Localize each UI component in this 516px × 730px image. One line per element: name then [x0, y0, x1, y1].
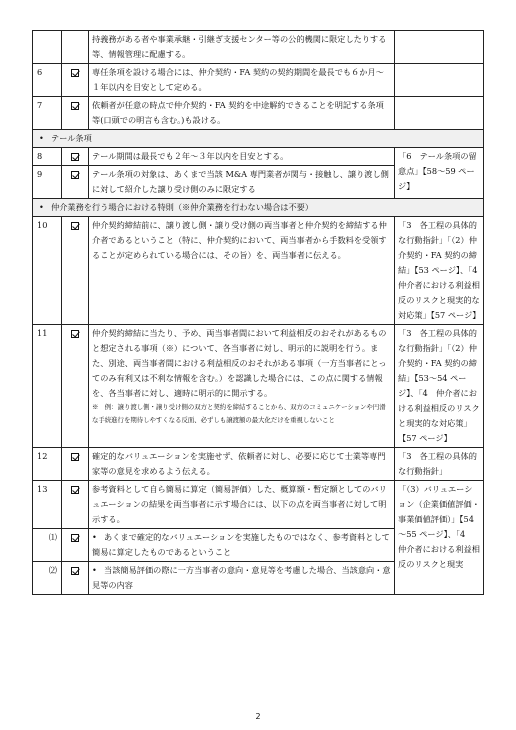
reference-cell: 「3 各工程の具体的な行動指針」「（2）仲介契約・FA 契約の締結」【53 ページ】、「4 仲介者における利益相反のリスクと現実的な対応策」【57 ページ】	[395, 217, 484, 325]
table-row	[33, 31, 484, 64]
checkbox-checked-icon[interactable]	[71, 567, 79, 575]
section-header-row	[33, 130, 484, 148]
section-header-row	[33, 199, 484, 217]
checkbox-checked-icon[interactable]	[71, 171, 79, 179]
row-number: 7	[33, 97, 62, 130]
checklist-table	[32, 30, 484, 595]
table-row	[33, 64, 484, 97]
reference-cell: 「3 各工程の具体的な行動指針」	[395, 448, 484, 481]
checkbox-checked-icon[interactable]	[71, 534, 79, 542]
row-text: あくまで確定的なバリュエーションを実施したものではなく、参考資料として簡易に算定したものであるということ	[92, 532, 390, 557]
table-row	[33, 325, 484, 448]
row-text: 仲介契約締結に当たり、予め、両当事者間において利益相反のおそれがあるものと想定される事項（※）について、各当事者に対し、明示的に説明を行う。また、別途、両当事者間における利益相反のおそれがある事項（一方当事者にとってのみ有利又は不利な情報を含む。）を認識した場合には、この点に関する情報を、各当事者に対し、適時に明示的に開示する。	[92, 328, 387, 398]
table-row	[33, 148, 484, 166]
row-number: 6	[33, 64, 62, 97]
row-number: 13	[33, 481, 62, 529]
checkbox-checked-icon[interactable]	[71, 222, 79, 230]
row-text: 当該簡易評価の際に一方当事者の意向・意見等を考慮した場合、当該意向・意見等の内容	[92, 565, 391, 590]
row-text: 確定的なバリュエーションを実施せず、依頼者に対し、必要に応じて士業等専門家等の意見を求めるよう伝える。	[89, 448, 395, 481]
reference-cell: 「6 テール条項の留意点」【58～59 ページ】	[395, 148, 484, 199]
row-number: 8	[33, 148, 62, 166]
page-number: 2	[255, 712, 261, 721]
row-number: 12	[33, 448, 62, 481]
row-text: テール条項の対象は、あくまで当該 M&A 専門業者が関与・接触し、譲り渡し側に対して紹介した譲り受け側のみに限定する	[89, 166, 395, 199]
document-page	[32, 30, 486, 595]
table-row	[33, 217, 484, 325]
checkbox-checked-icon[interactable]	[71, 102, 79, 110]
row-text: 持義務がある者や事業承継・引継ぎ支援センター等の公的機関に限定したりする等、情報管理に配慮する。	[89, 31, 395, 64]
row-number: 9	[33, 166, 62, 199]
checkbox-checked-icon[interactable]	[71, 330, 79, 338]
row-text: 依頼者が任意の時点で仲介契約・FA 契約を中途解約できることを明記する条項等(口頭での明言も含む。)も設ける。	[89, 97, 395, 130]
table-row	[33, 448, 484, 481]
row-text: 専任条項を設ける場合には、仲介契約・FA 契約の契約期間を最長でも６か月～１年以内を目安として定める。	[89, 64, 395, 97]
reference-cell: 「3 各工程の具体的な行動指針」「（2）仲介契約・FA 契約の締結」【53～54 ページ】、「4 仲介者における利益相反のリスクと現実的な対応策」【57 ページ】	[395, 325, 484, 448]
row-number: 10	[33, 217, 62, 325]
checkbox-checked-icon[interactable]	[71, 453, 79, 461]
row-number: ⑴	[33, 529, 62, 562]
table-row	[33, 97, 484, 130]
bullet-icon: •	[39, 202, 44, 212]
section-title: テール条項	[51, 133, 92, 143]
bullet-icon: •	[92, 565, 97, 575]
bullet-icon: •	[92, 532, 97, 542]
section-title: 仲介業務を行う場合における特則（※仲介業務を行わない場合は不要）	[51, 202, 314, 212]
checkbox-checked-icon[interactable]	[71, 69, 79, 77]
reference-cell: 「（3）バリュエーション（企業価値評価・事業価値評価）」【54～55 ページ】、「4 仲介者における利益相反のリスクと現実	[395, 481, 484, 595]
row-note: ※ 例：譲り渡し側・譲り受け側の双方と契約を締結することから、双方のコミュニケーションや円滑な手続進行を期待しやすくなる反面、必ずしも譲渡額の最大化だけを重視しないこと	[92, 403, 386, 424]
checkbox-checked-icon[interactable]	[71, 153, 79, 161]
row-text: テール期間は最長でも２年～３年以内を目安とする。	[89, 148, 395, 166]
row-number: 11	[33, 325, 62, 448]
row-number: ⑵	[33, 562, 62, 595]
table-row	[33, 481, 484, 529]
bullet-icon: •	[39, 133, 44, 143]
row-text: 参考資料として自ら簡易に算定（簡易評価）した、概算額・暫定額としてのバリュエーションの結果を両当事者に示す場合には、以下の点を両当事者に対して明示する。	[89, 481, 395, 529]
row-text: 仲介契約締結前に、譲り渡し側・譲り受け側の両当事者と仲介契約を締結する仲介者であるということ（特に、仲介契約において、両当事者から手数料を受領することが定められている場合には、その旨）を、両当事者に伝える。	[89, 217, 395, 325]
checkbox-checked-icon[interactable]	[71, 486, 79, 494]
